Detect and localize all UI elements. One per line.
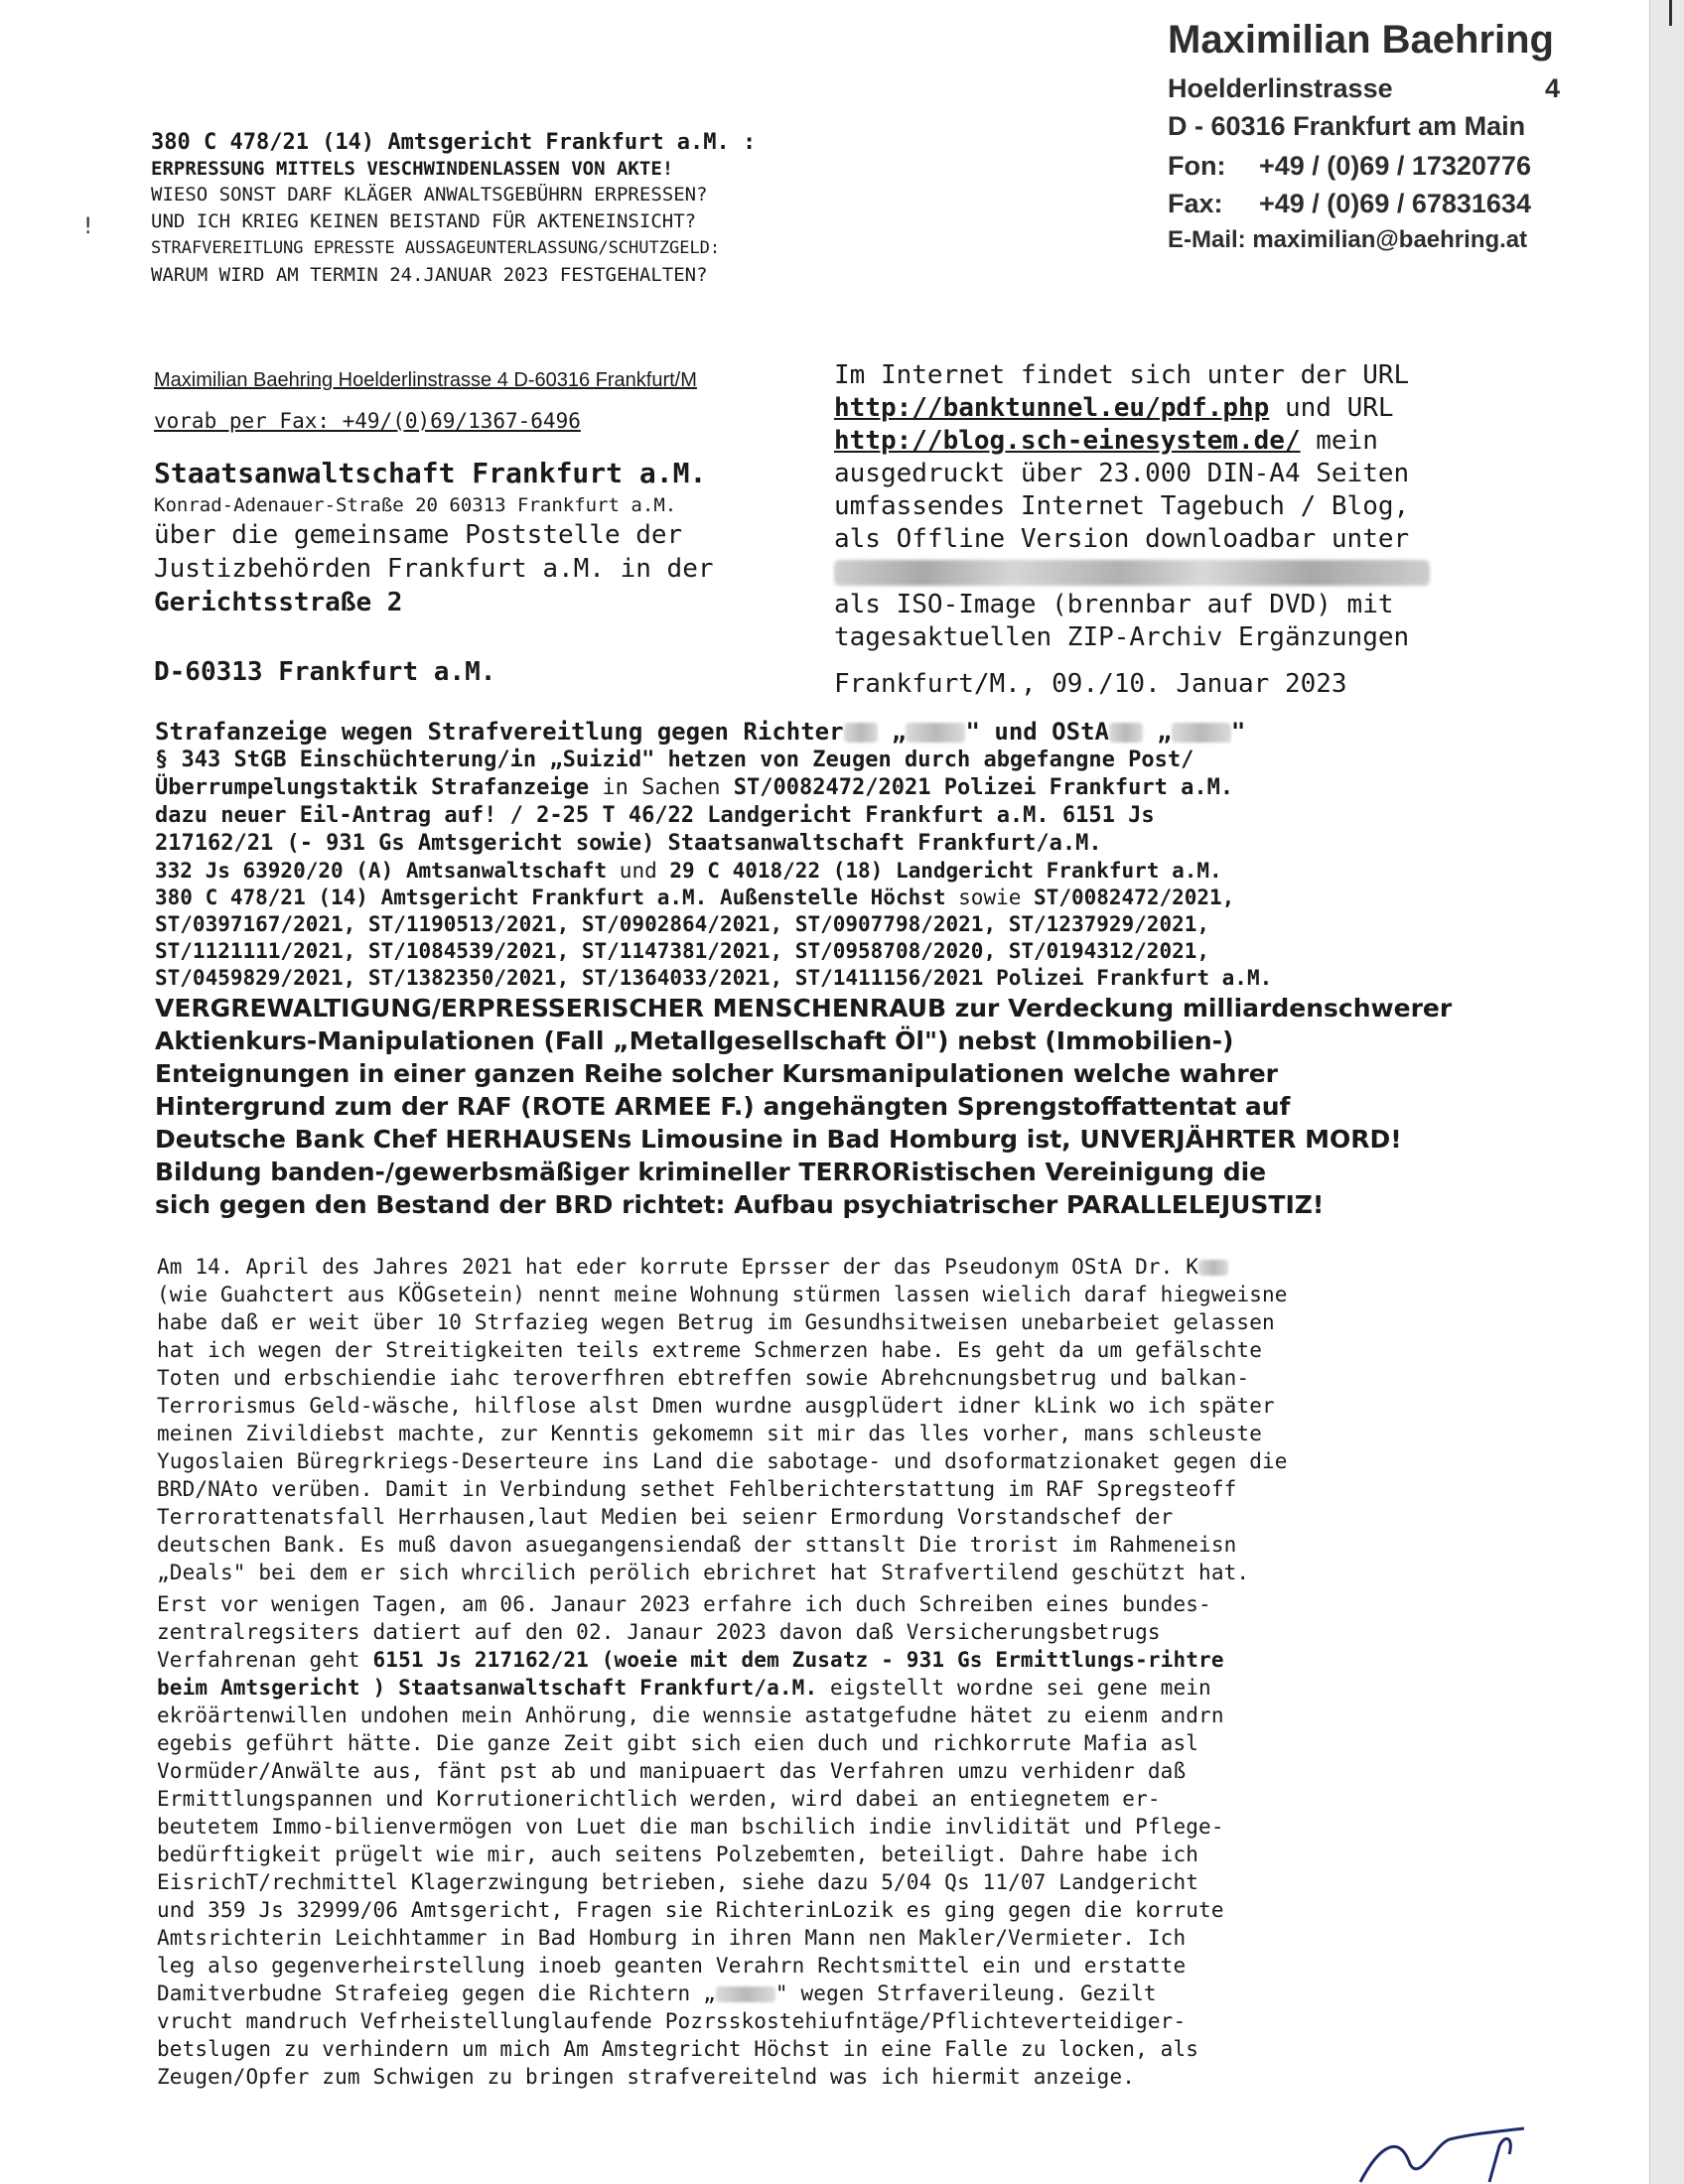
body-line: ekröärtenwillen undohen mein Anhörung, die wennsie astatgefudne hätet zu eienm andrn — [157, 1704, 1224, 1727]
subject-line: dazu neuer Eil-Antrag auf! / 2-25 T 46/22 Landgericht Frankfurt a.M. 6151 Js — [155, 803, 1155, 828]
subject-text: sowie — [945, 886, 1035, 909]
body-line — [157, 1253, 1288, 1281]
body-text — [157, 1253, 1288, 2091]
subject-line: Bildung banden-/gewerbsmäßiger krimineller TERRORistischen Vereinigung die — [155, 1158, 1267, 1186]
subject-line: Aktienkurs-Manipulationen (Fall „Metallgesellschaft Öl") nebst (Immobilien-) — [155, 1026, 1234, 1055]
info-text: mein — [1300, 426, 1378, 456]
body-line: leg also gegenverheirstellung inoeb geanten Verahrn Rechtsmittel ein und erstatte — [157, 1954, 1187, 1978]
recipient-city: D-60313 Frankfurt a.M. — [154, 657, 496, 687]
body-line: Yugoslaien Büregrkriegs-Deserteure ins Land die sabotage- und dsoformatzionaket gegen die — [157, 1449, 1288, 1473]
body-text-run: 6151 Js 217162/21 (woeie mit dem Zusatz - 931 Gs Ermittlungs-rihtre — [372, 1648, 1224, 1672]
redacted-name — [844, 723, 878, 743]
page-edge-mark — [1669, 0, 1672, 26]
header-note-line: UND ICH KRIEG KEINEN BEISTAND FÜR AKTENEINSICHT? — [151, 210, 697, 232]
prefax-line: vorab per Fax: +49/(0)69/1367-6496 — [154, 409, 581, 433]
subject-text: 29 C 4018/22 (18) Landgericht Frankfurt a.M. — [669, 859, 1222, 883]
header-notes — [151, 129, 756, 289]
subject-line: 217162/21 (- 931 Gs Amtsgericht sowie) Staatsanwaltschaft Frankfurt/a.M. — [155, 831, 1102, 856]
letterhead-email: E-Mail: maximilian@baehring.at — [1168, 226, 1528, 253]
redacted-name — [1198, 1260, 1228, 1276]
body-line: Erst vor wenigen Tagen, am 06. Janaur 2023 erfahre ich duch Schreiben eines bundes- — [157, 1592, 1211, 1616]
body-line: habe daß er weit über 10 Strfazieg wegen Betrug im Gesundhsitweisen unebarbeiet gelassen — [157, 1310, 1275, 1334]
header-note-line: STRAFVEREITLUNG EPRESSTE AUSSAGEUNTERLASSUNG/SCHUTZGELD: — [151, 238, 721, 258]
header-note-line: ERPRESSUNG MITTELS VESCHWINDENLASSEN VON AKTE! — [151, 158, 674, 180]
redacted-name — [1109, 723, 1143, 743]
body-line: zentralregsiters datiert auf den 02. Janaur 2023 davon daß Versicherungsbetrugs — [157, 1620, 1161, 1644]
body-line: Toten und erbschiendie iahc teroverfhren ebtreffen sowie Abrehcnungsbetrug und balkan- — [157, 1366, 1250, 1390]
subject-line — [155, 885, 1452, 911]
letterhead-fon: +49 / (0)69 / 17320776 — [1259, 151, 1531, 181]
subject-line: § 343 StGB Einschüchterung/in „Suizid" hetzen von Zeugen durch abgefangne Post/ — [155, 748, 1194, 772]
redacted-name — [906, 723, 965, 743]
subject-line — [155, 858, 1452, 885]
info-line: als ISO-Image (brennbar auf DVD) mit — [834, 590, 1394, 619]
subject-text: ST/0082472/2021 Polizei Frankfurt a.M. — [733, 775, 1234, 800]
letterhead-city: D - 60316 Frankfurt am Main — [1168, 111, 1526, 141]
body-line: und 359 Js 32999/06 Amtsgericht, Fragen sie RichterinLozik es ging gegen die korrute — [157, 1898, 1224, 1922]
subject-line: Enteignungen in einer ganzen Reihe solcher Kursmanipulationen welche wahrer — [155, 1059, 1278, 1088]
subject-text: " — [1230, 718, 1246, 746]
letterhead-fax-label: Fax: — [1168, 189, 1223, 218]
body-line — [157, 1979, 1288, 2007]
info-line: tagesaktuellen ZIP-Archiv Ergänzungen — [834, 622, 1410, 652]
recipient-line: Gerichtsstraße 2 — [154, 588, 403, 617]
subject-line — [155, 774, 1452, 802]
letterhead-house-number: 4 — [1545, 73, 1561, 103]
header-note-case: 380 C 478/21 (14) Amtsgericht Frankfurt a.M. : — [151, 130, 757, 155]
internet-info — [834, 359, 1430, 654]
letter-date: Frankfurt/M., 09./10. Januar 2023 — [834, 669, 1347, 699]
info-line: als Offline Version downloadbar unter — [834, 524, 1410, 554]
subject-line — [155, 717, 1452, 747]
body-text-run: Damitverbudne Strafeieg gegen die Richtern „ — [157, 1981, 716, 2005]
body-line: meinen Zivildiebst machte, zur Kenntis gekomemn sit mir das lles vorher, mans schleuste — [157, 1422, 1262, 1445]
letterhead-street: Hoelderlinstrasse — [1168, 73, 1393, 103]
body-line: bedürftigkeit prügelt wie mir, auch seitens Polzebemten, beteiligt. Dahre habe ich — [157, 1843, 1199, 1866]
body-line: deutschen Bank. Es muß davon asuegangensiendaß der sttanslt Die trorist im Rahmeneisn — [157, 1533, 1237, 1557]
header-note-line: WIESO SONST DARF KLÄGER ANWALTSGEBÜHRN ERPRESSEN? — [151, 184, 708, 205]
body-line: hat ich wegen der Streitigkeiten teils extreme Schmerzen habe. Es geht da um gefälschte — [157, 1338, 1262, 1362]
page-edge — [1649, 0, 1684, 2184]
subject-line: ST/1121111/2021, ST/1084539/2021, ST/1147381/2021, ST/0958708/2020, ST/0194312/2021, — [155, 939, 1210, 963]
body-text-run: beim Amtsgericht ) Staatsanwaltschaft Frankfurt/a.M. — [157, 1676, 818, 1700]
body-line: egebis geführt hätte. Die ganze Zeit gibt sich eien duch und richkorrute Mafia asl — [157, 1731, 1199, 1755]
body-line: „Deals" bei dem er sich whrcilich perölich ebrichret hat Strafvertilend geschützt hat. — [157, 1561, 1250, 1584]
url-link-blog[interactable]: http://blog.sch-einesystem.de/ — [834, 426, 1301, 456]
subject-line: ST/0397167/2021, ST/1190513/2021, ST/0902864/2021, ST/0907798/2021, ST/1237929/2021, — [155, 912, 1210, 936]
sender-line: Maximilian Baehring Hoelderlinstrasse 4 D-60316 Frankfurt/M — [154, 369, 697, 391]
body-line: vrucht mandruch Vefrheistellunglaufende Pozrsskostehiufntäge/Pflichteverteidiger- — [157, 2009, 1187, 2033]
redacted-url — [834, 560, 1430, 586]
subject-text: 380 C 478/21 (14) Amtsgericht Frankfurt a.M. Außenstelle Höchst — [155, 886, 946, 909]
body-line — [157, 1646, 1288, 1674]
subject-text: Überrumpelungstaktik Strafanzeige — [155, 775, 590, 800]
letterhead-fon-label: Fon: — [1168, 151, 1226, 181]
subject-text: in Sachen — [589, 775, 734, 800]
subject-line: ST/0459829/2021, ST/1382350/2021, ST/1364033/2021, ST/1411156/2021 Polizei Frankfurt a.M. — [155, 966, 1273, 990]
subject-text: Strafanzeige wegen Strafvereitlung gegen Richter — [155, 718, 844, 746]
info-text: und URL — [1269, 393, 1394, 423]
subject-line: VERGREWALTIGUNG/ERPRESSERISCHER MENSCHENRAUB zur Verdeckung milliardenschwerer — [155, 994, 1453, 1023]
body-line: EisrichT/rechmittel Klagerzwingung betrieben, siehe dazu 5/04 Qs 11/07 Landgericht — [157, 1870, 1199, 1894]
recipient-street: Konrad-Adenauer-Straße 20 60313 Frankfurt a.M. — [154, 494, 677, 516]
body-line: (wie Guahctert aus KÖGsetein) nennt meine Wohnung stürmen lassen wielich daraf hiegweisne — [157, 1283, 1288, 1306]
info-line: ausgedruckt über 23.000 DIN-A4 Seiten — [834, 459, 1410, 488]
subject-text: und — [607, 859, 670, 883]
letterhead-fax: +49 / (0)69 / 67831634 — [1259, 189, 1531, 218]
recipient-line: Justizbehörden Frankfurt a.M. in der — [154, 554, 714, 584]
redacted-name — [1172, 723, 1231, 743]
body-line: beutetem Immo-bilienvermögen von Luet die man bschilich indie invlidität und Pflege- — [157, 1815, 1224, 1839]
subject-text: „ — [877, 718, 907, 746]
subject-text: 332 Js 63920/20 (A) Amtsanwaltschaft — [155, 859, 608, 883]
body-line: Ermittlungspannen und Korrutionerichtlich werden, wird dabei an entiegnetem er- — [157, 1787, 1161, 1811]
subject-line: Deutsche Bank Chef HERHAUSENs Limousine in Bad Homburg ist, UNVERJÄHRTER MORD! — [155, 1125, 1402, 1154]
redacted-name — [716, 1986, 775, 2002]
subject-text: " und OStA — [965, 718, 1109, 746]
subject-block — [155, 717, 1452, 1221]
header-note-line: WARUM WIRD AM TERMIN 24.JANUAR 2023 FESTGEHALTEN? — [151, 264, 708, 286]
body-line: betslugen zu verhindern um mich Am Amstegricht Höchst in eine Falle zu locken, als — [157, 2037, 1199, 2061]
info-line: Im Internet findet sich unter der URL — [834, 360, 1410, 390]
subject-text: ST/0082472/2021, — [1034, 886, 1235, 909]
recipient-line: über die gemeinsame Poststelle der — [154, 520, 683, 550]
body-text-run: Am 14. April des Jahres 2021 hat eder korrute Eprsser der das Pseudonym OStA Dr. K — [157, 1255, 1199, 1279]
signature-fragment — [1340, 2124, 1599, 2184]
letterhead-name: Maximilian Baehring — [1168, 18, 1554, 62]
subject-line: sich gegen den Bestand der BRD richtet: Aufbau psychiatrischer PARALLELEJUSTIZ! — [155, 1190, 1325, 1219]
recipient-name: Staatsanwaltschaft Frankfurt a.M. — [154, 457, 707, 489]
body-line: Terrorismus Geld-wäsche, hilflose alst Dmen wurdne ausgplüdert idner kLink wo ich später — [157, 1394, 1275, 1418]
url-link-banktunnel[interactable]: http://banktunnel.eu/pdf.php — [834, 393, 1270, 423]
info-line: umfassendes Internet Tagebuch / Blog, — [834, 491, 1410, 521]
subject-line: Hintergrund zum der RAF (ROTE ARMEE F.) angehängten Sprengstoffattentat auf — [155, 1092, 1291, 1121]
body-text-run: " wegen Strfaverileung. Gezilt — [774, 1981, 1157, 2005]
body-line — [157, 1674, 1288, 1702]
body-line: BRD/NAto verüben. Damit in Verbindung sethet Fehlberichterstattung im RAF Spregsteoff — [157, 1477, 1237, 1501]
body-line: Zeugen/Opfer zum Schwigen zu bringen strafvereitelnd was ich hiermit anzeige. — [157, 2065, 1136, 2089]
body-line: Amtsrichterin Leichhtammer in Bad Homburg in ihren Mann nen Makler/Vermieter. Ich — [157, 1926, 1187, 1950]
body-line: Terrorattenatsfall Herrhausen,laut Medien bei seienr Ermordung Vorstandschef der — [157, 1505, 1174, 1529]
subject-text: „ — [1142, 718, 1172, 746]
body-text-run: Verfahrenan geht — [157, 1648, 373, 1672]
margin-mark: ! — [81, 214, 95, 239]
body-text-run: eigstellt wordne sei gene mein — [817, 1676, 1211, 1700]
body-line: Vormüder/Anwälte aus, fänt pst ab und manipuaert das Verfahren umzu verhidenr daß — [157, 1759, 1187, 1783]
